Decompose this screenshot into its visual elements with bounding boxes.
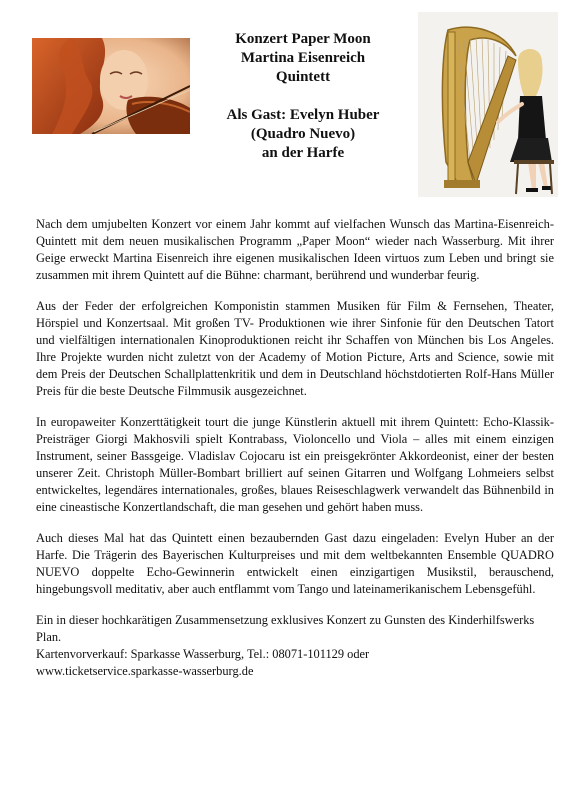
violinist-photo	[32, 38, 190, 134]
header-guest-group: (Quadro Nuevo)	[250, 126, 356, 142]
paragraph-closing	[36, 612, 554, 680]
header-title: Konzert Paper Moon	[235, 31, 371, 47]
header-guest: Als Gast: Evelyn Huber	[226, 107, 380, 123]
violinist-image	[32, 38, 190, 134]
header-artist: Martina Eisenreich	[240, 50, 366, 66]
header-gap	[196, 87, 410, 106]
closing-website: www.ticketservice.sparkasse-wasserburg.de	[36, 664, 254, 678]
concert-description	[36, 216, 554, 680]
paragraph-intro: Nach dem umjubelten Konzert vor einem Jahr kommt auf vielfachen Wunsch das Martina-Eisenreich-Quintett mit dem neuen musikalischen Programm „Paper Moon“ wieder nach Wasserburg. Mit ihrer Geige erweckt Martina Eisenreich ihre eigenen musikalischen Ideen virtuos zum Leben und bringt sie zusammen mit ihrem Quintett auf die Bühne: charmant, berührend und wunderbar feurig.	[36, 217, 554, 282]
paragraph-composer: Aus der Feder der erfolgreichen Komponistin stammen Musiken für Film & Fernsehen, Theater, Hörspiel und Konzertsaal. Mit großen TV- Produktionen wie ihrer Sinfonie für den Deutschen Tatort und vielfältigen internationalen Kinoproduktionen reicht ihr Schaffen von München bis Los Angeles. Ihre Projekte wurden nicht zuletzt von der Academy of Motion Picture, Arts and Science, sowie mit dem Preis der Deutschen Schallplattenkritik und dem in Deutschland höchstdotierten Rolf-Hans Müller Preis für die beste Deutsche Filmmusik ausgezeichnet.	[36, 299, 554, 398]
closing-tickets: Kartenvorverkauf: Sparkasse Wasserburg, Tel.: 08071-101129 oder	[36, 647, 370, 661]
header-ensemble: Quintett	[275, 69, 331, 85]
header-guest-instrument: an der Harfe	[261, 145, 345, 161]
paragraph-quintet: In europaweiter Konzerttätigkeit tourt die junge Künstlerin aktuell mit ihrem Quintett: Echo-Klassik-Preisträger Giorgi Makhosvili spielt Kontrabass, Violoncello und Viola – alles mit einem einzigen Instrument, seiner Bassgeige. Vladislav Cojocaru ist ein preisgekrönter Akkordeonist, einer der besten unserer Zeit. Christoph Müller-Bombart brilliert auf seinen Gitarren und Wolfgang Lohmeiers selbst entwickeltes, legendäres internationales, großes, blaues Reiseschlagwerk verwandelt das Bühnenbild in eine cineastische Konzertlandschaft, die man gesehen und gehört haben muss.	[36, 415, 554, 514]
harpist-image	[418, 12, 558, 197]
concert-header	[196, 30, 410, 163]
closing-charity: Ein in dieser hochkarätigen Zusammensetzung exklusives Konzert zu Gunsten des Kinderhilfswerks Plan.	[36, 613, 535, 644]
paragraph-guest: Auch dieses Mal hat das Quintett einen bezaubernden Gast dazu eingeladen: Evelyn Huber an der Harfe. Die Trägerin des Bayerischen Kulturpreises und mit dem weltbekannten Ensemble QUADRO NUEVO doppelte Echo-Gewinnerin entwickelt einen einzigartigen Musikstil, berauschend, hingebungsvoll meditativ, aber auch entflammt vom Tango und lateinamerikanischem Lebensgefühl.	[36, 531, 554, 596]
harpist-photo	[418, 12, 558, 197]
